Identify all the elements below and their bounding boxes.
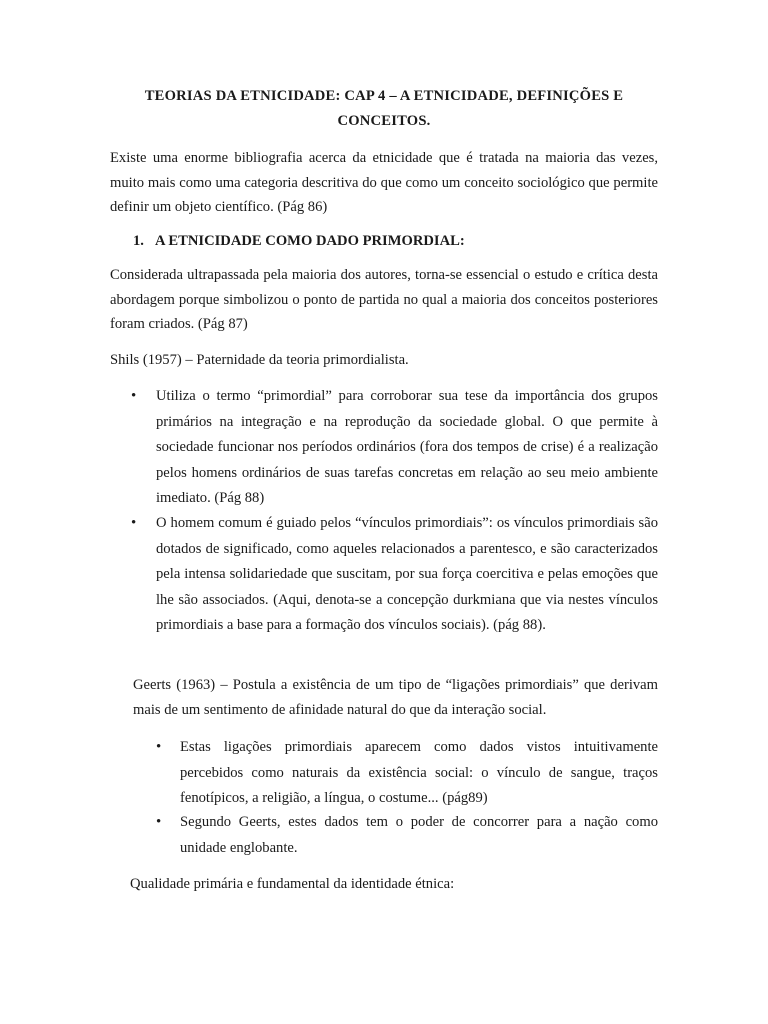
geerts-paragraph: Geerts (1963) – Postula a existência de um tipo de “ligações primordiais” que derivam mais de um sentimento de afinidade natural do que da interação social. bbox=[133, 677, 658, 718]
section-number: 1. bbox=[133, 233, 144, 249]
intro-paragraph: Existe uma enorme bibliografia acerca da etnicidade que é tratada na maioria das vezes, muito mais como uma categoria descritiva do que como um conceito sociológico que permite definir um objeto científico. (Pág 86) bbox=[110, 150, 658, 215]
list-item: Utiliza o termo “primordial” para corroborar sua tese da importância dos grupos primários na integração e na reprodução da sociedade global. O que permite à sociedade funcionar nos períodos ordinários (fora dos tempos de crise) é a realização pelos homens ordinários de suas tarefas concretas em relação ao seu meio ambiente imediato. (Pág 88) bbox=[156, 388, 658, 506]
closing-line: Qualidade primária e fundamental da identidade étnica: bbox=[130, 876, 455, 892]
bullet-icon: • bbox=[131, 515, 137, 531]
bullet-icon: • bbox=[156, 739, 162, 755]
shils-line: Shils (1957) – Paternidade da teoria primordialista. bbox=[110, 352, 409, 368]
section-title: A ETNICIDADE COMO DADO PRIMORDIAL: bbox=[155, 233, 465, 249]
section-paragraph: Considerada ultrapassada pela maioria dos autores, torna-se essencial o estudo e crítica desta abordagem porque simbolizou o ponto de partida no qual a maioria dos conceitos posteriores foram criados. (Pág 87) bbox=[110, 267, 658, 332]
bullet-icon: • bbox=[156, 814, 162, 830]
list-item: Estas ligações primordiais aparecem como dados vistos intuitivamente percebidos como naturais da existência social: o vínculo de sangue, traços fenotípicos, a religião, a língua, o costume... (pág89) bbox=[180, 739, 658, 806]
bullet-icon: • bbox=[131, 388, 137, 404]
list-item: O homem comum é guiado pelos “vínculos primordiais”: os vínculos primordiais são dotados de significado, como aqueles relacionados a parentesco, e são caracterizados pela intensa solidariedade que suscitam, por sua força coercitiva e pelas emoções que lhe são associados. (Aqui, denota-se a concepção durkmiana que via nestes vínculos primordiais a base para a formação dos vínculos sociais). (pág 88). bbox=[156, 515, 658, 633]
document-title: TEORIAS DA ETNICIDADE: CAP 4 – A ETNICIDADE, DEFINIÇÕES E CONCEITOS. bbox=[144, 88, 624, 129]
section-heading bbox=[133, 229, 465, 253]
list-item: Segundo Geerts, estes dados tem o poder de concorrer para a nação como unidade englobante. bbox=[180, 814, 658, 856]
